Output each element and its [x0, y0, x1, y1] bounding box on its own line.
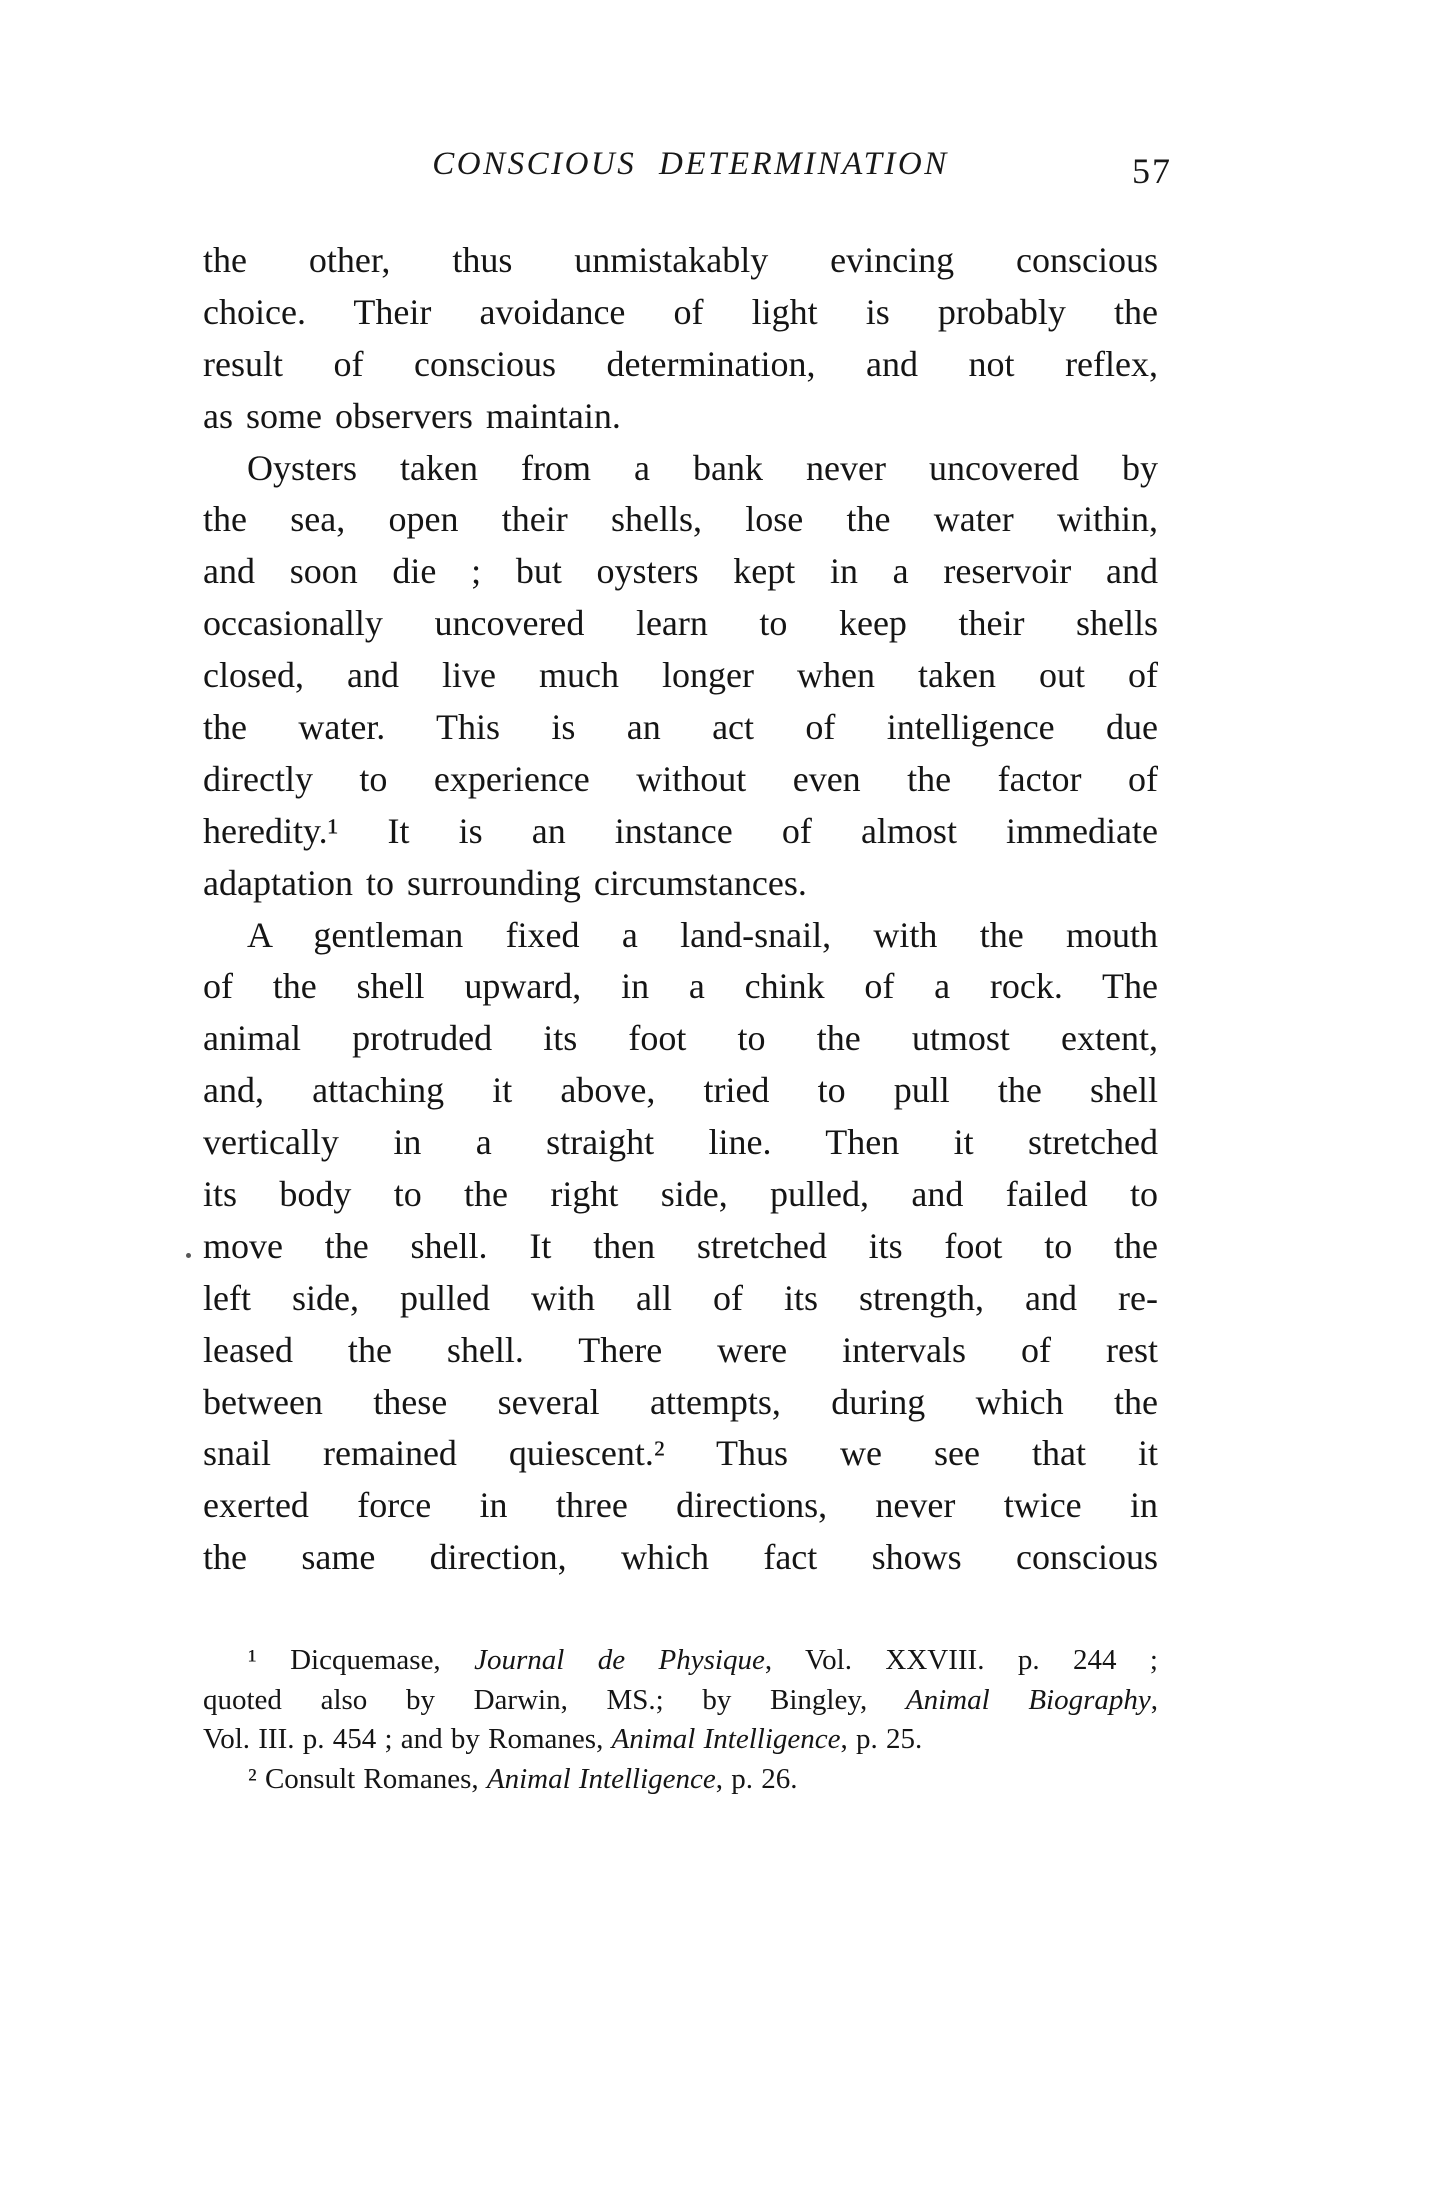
- body-text: [203, 235, 1158, 1584]
- text-line: animal protruded its foot to the utmost extent,: [203, 1018, 1158, 1059]
- page-number: 57: [1132, 151, 1172, 191]
- text-line: of the shell upward, in a chink of a rock. The: [203, 966, 1158, 1007]
- footnote-title-italic: Animal Intelligence: [486, 1763, 716, 1796]
- footnotes: [203, 1641, 1158, 1800]
- page-header: [203, 146, 1172, 194]
- text-line: vertically in a straight line. Then it stretched: [203, 1122, 1158, 1163]
- footnote-text: , p. 25.: [840, 1723, 923, 1756]
- text-line: occasionally uncovered learn to keep their shells: [203, 603, 1158, 644]
- footnote-text: ,: [1150, 1683, 1158, 1716]
- text-line: its body to the right side, pulled, and failed to: [203, 1174, 1158, 1215]
- text-line: directly to experience without even the factor of: [203, 758, 1158, 799]
- text-line: leased the shell. There were intervals of rest: [203, 1329, 1158, 1370]
- text-line: Oysters taken from a bank never uncovered by: [247, 447, 1158, 488]
- text-line: A gentleman fixed a land-snail, with the mouth: [247, 914, 1158, 955]
- text-line: left side, pulled with all of its strength, and re-: [203, 1277, 1158, 1318]
- footnote-line: [203, 1641, 1158, 1681]
- text-line: and soon die ; but oysters kept in a reservoir and: [203, 551, 1158, 592]
- text-line: the sea, open their shells, lose the water within,: [203, 499, 1158, 540]
- text-line: adaptation to surrounding circumstances.: [203, 862, 807, 903]
- footnote-title-italic: Animal Intelligence: [611, 1723, 841, 1756]
- text-line: as some observers maintain.: [203, 395, 621, 436]
- footnote-title-italic: Journal de Physique: [474, 1644, 765, 1676]
- footnote-text: ¹ Dicquemase,: [248, 1644, 475, 1676]
- footnote-text: Vol. III. p. 454 ; and by Romanes,: [203, 1723, 612, 1756]
- text-line: between these several attempts, during which the: [203, 1381, 1158, 1422]
- text-line: heredity.¹ It is an instance of almost immediate: [203, 810, 1158, 851]
- footnote-text: , p. 26.: [715, 1763, 798, 1796]
- footnote-title-italic: Animal Biography: [905, 1683, 1151, 1716]
- scan-artifact-dot: [186, 1253, 191, 1258]
- text-line: the other, thus unmistakably evincing conscious: [203, 240, 1158, 280]
- text-line: and, attaching it above, tried to pull the shell: [203, 1070, 1158, 1111]
- text-line: the water. This is an act of intelligence due: [203, 707, 1158, 748]
- text-line: the same direction, which fact shows conscious: [203, 1537, 1158, 1578]
- text-line: choice. Their avoidance of light is probably the: [203, 291, 1158, 332]
- footnote-line: [203, 1720, 1158, 1760]
- text-line: closed, and live much longer when taken out of: [203, 655, 1158, 696]
- text-line: move the shell. It then stretched its foot to the: [203, 1225, 1158, 1266]
- text-line: exerted force in three directions, never twice in: [203, 1485, 1158, 1526]
- footnote-text: ² Consult Romanes,: [248, 1763, 487, 1796]
- footnote-line: [203, 1760, 1158, 1800]
- footnote-line: [203, 1681, 1158, 1721]
- footnote-text: , Vol. XXVIII. p. 244 ;: [764, 1644, 1158, 1676]
- running-title: CONSCIOUS DETERMINATION: [432, 146, 949, 182]
- footnote-text: quoted also by Darwin, MS.; by Bingley,: [203, 1683, 906, 1716]
- text-line: result of conscious determination, and not reflex,: [203, 343, 1158, 384]
- text-line: snail remained quiescent.² Thus we see that it: [203, 1433, 1158, 1474]
